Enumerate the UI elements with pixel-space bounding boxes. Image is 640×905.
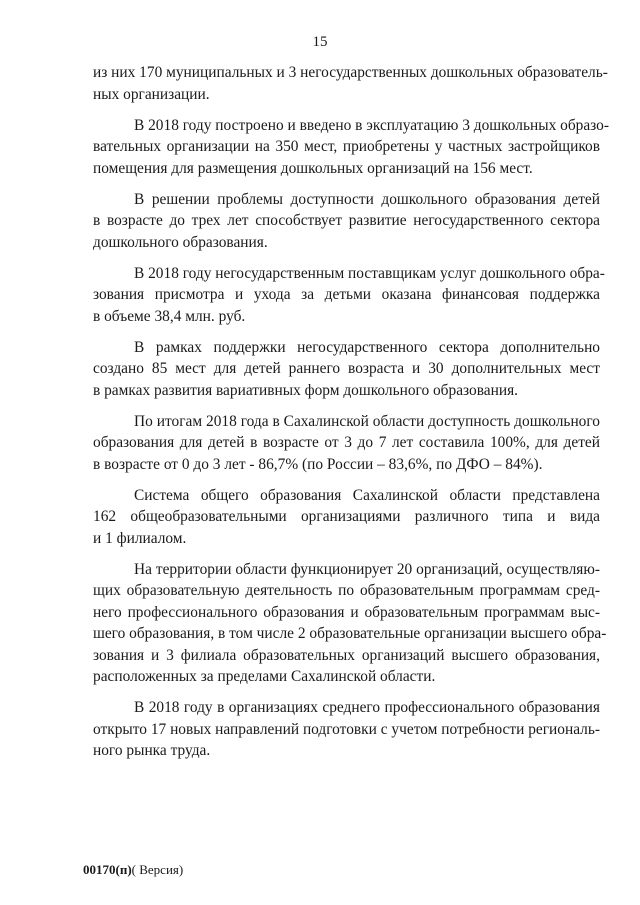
document-code: 00170(п) bbox=[83, 862, 132, 877]
paragraph bbox=[93, 697, 600, 762]
text-line: щих образовательную деятельность по образовательным программам сред- bbox=[93, 582, 600, 599]
text-line: В решении проблемы доступности дошкольного образования детей bbox=[134, 190, 600, 208]
text-line: В 2018 году в организациях среднего профессионального образования bbox=[134, 699, 600, 716]
paragraph bbox=[93, 337, 600, 402]
text-line: открыто 17 новых направлений подготовки с учетом потребности региональ- bbox=[93, 720, 600, 738]
text-line: В рамках поддержки негосударственного сектора дополнительно bbox=[134, 338, 600, 356]
text-line: образования для детей в возрасте от 3 до 7 лет составила 100%, для детей bbox=[93, 434, 600, 451]
text-line: зования и 3 филиала образовательных организаций высшего образования, bbox=[93, 646, 600, 664]
text-line: ного рынка труда. bbox=[93, 742, 211, 759]
text-line: На территории области функционирует 20 организаций, осуществляю- bbox=[134, 560, 600, 578]
paragraph bbox=[93, 559, 607, 688]
text-line: в возрасте от 0 до 3 лет - 86,7% (по России – 83,6%, по ДФО – 84%). bbox=[93, 455, 543, 473]
text-line: и 1 филиалом. bbox=[93, 529, 187, 547]
text-line: зования присмотра и ухода за детьми оказана финансовая поддержка bbox=[93, 286, 600, 303]
text-line: из них 170 муниципальных и 3 негосударственных дошкольных образователь- bbox=[93, 64, 608, 81]
text-line: в объеме 38,4 млн. руб. bbox=[93, 307, 246, 325]
text-line: По итогам 2018 года в Сахалинской области доступность дошкольного bbox=[134, 412, 600, 430]
text-line: помещения для размещения дошкольных организаций на 156 мест. bbox=[93, 159, 533, 177]
paragraph bbox=[93, 115, 609, 180]
text-line: ных организации. bbox=[93, 85, 210, 103]
text-line: шего образования, в том числе 2 образовательные организации высшего обра- bbox=[93, 625, 607, 642]
version-label: ( Версия) bbox=[131, 862, 184, 877]
paragraph bbox=[93, 189, 600, 254]
paragraph bbox=[93, 411, 600, 476]
body-text bbox=[93, 62, 609, 762]
text-line: в рамках развития вариативных форм дошкольного образования. bbox=[93, 381, 519, 399]
paragraph bbox=[93, 62, 608, 105]
page-number: 15 bbox=[312, 34, 328, 50]
footer-stamp bbox=[83, 862, 183, 878]
text-line: В 2018 году построено и введено в эксплуатацию 3 дошкольных образо- bbox=[134, 116, 609, 134]
paragraph bbox=[93, 485, 600, 550]
text-line: него профессионального образования и образовательным программам выс- bbox=[93, 603, 600, 621]
text-line: расположенных за пределами Сахалинской области. bbox=[93, 668, 436, 685]
text-line: в возрасте до трех лет способствует развитие негосударственного сектора bbox=[93, 212, 600, 229]
text-line: Система общего образования Сахалинской области представлена bbox=[134, 486, 600, 504]
text-line: 162 общеобразовательными организациями различного типа и вида bbox=[93, 508, 600, 525]
paragraph bbox=[93, 263, 605, 328]
text-line: дошкольного образования. bbox=[93, 233, 268, 251]
text-line: вательных организации на 350 мест, приобретены у частных застройщиков bbox=[93, 138, 600, 155]
text-line: В 2018 году негосударственным поставщикам услуг дошкольного обра- bbox=[134, 264, 605, 282]
text-line: создано 85 мест для детей раннего возраста и 30 дополнительных мест bbox=[93, 360, 600, 377]
